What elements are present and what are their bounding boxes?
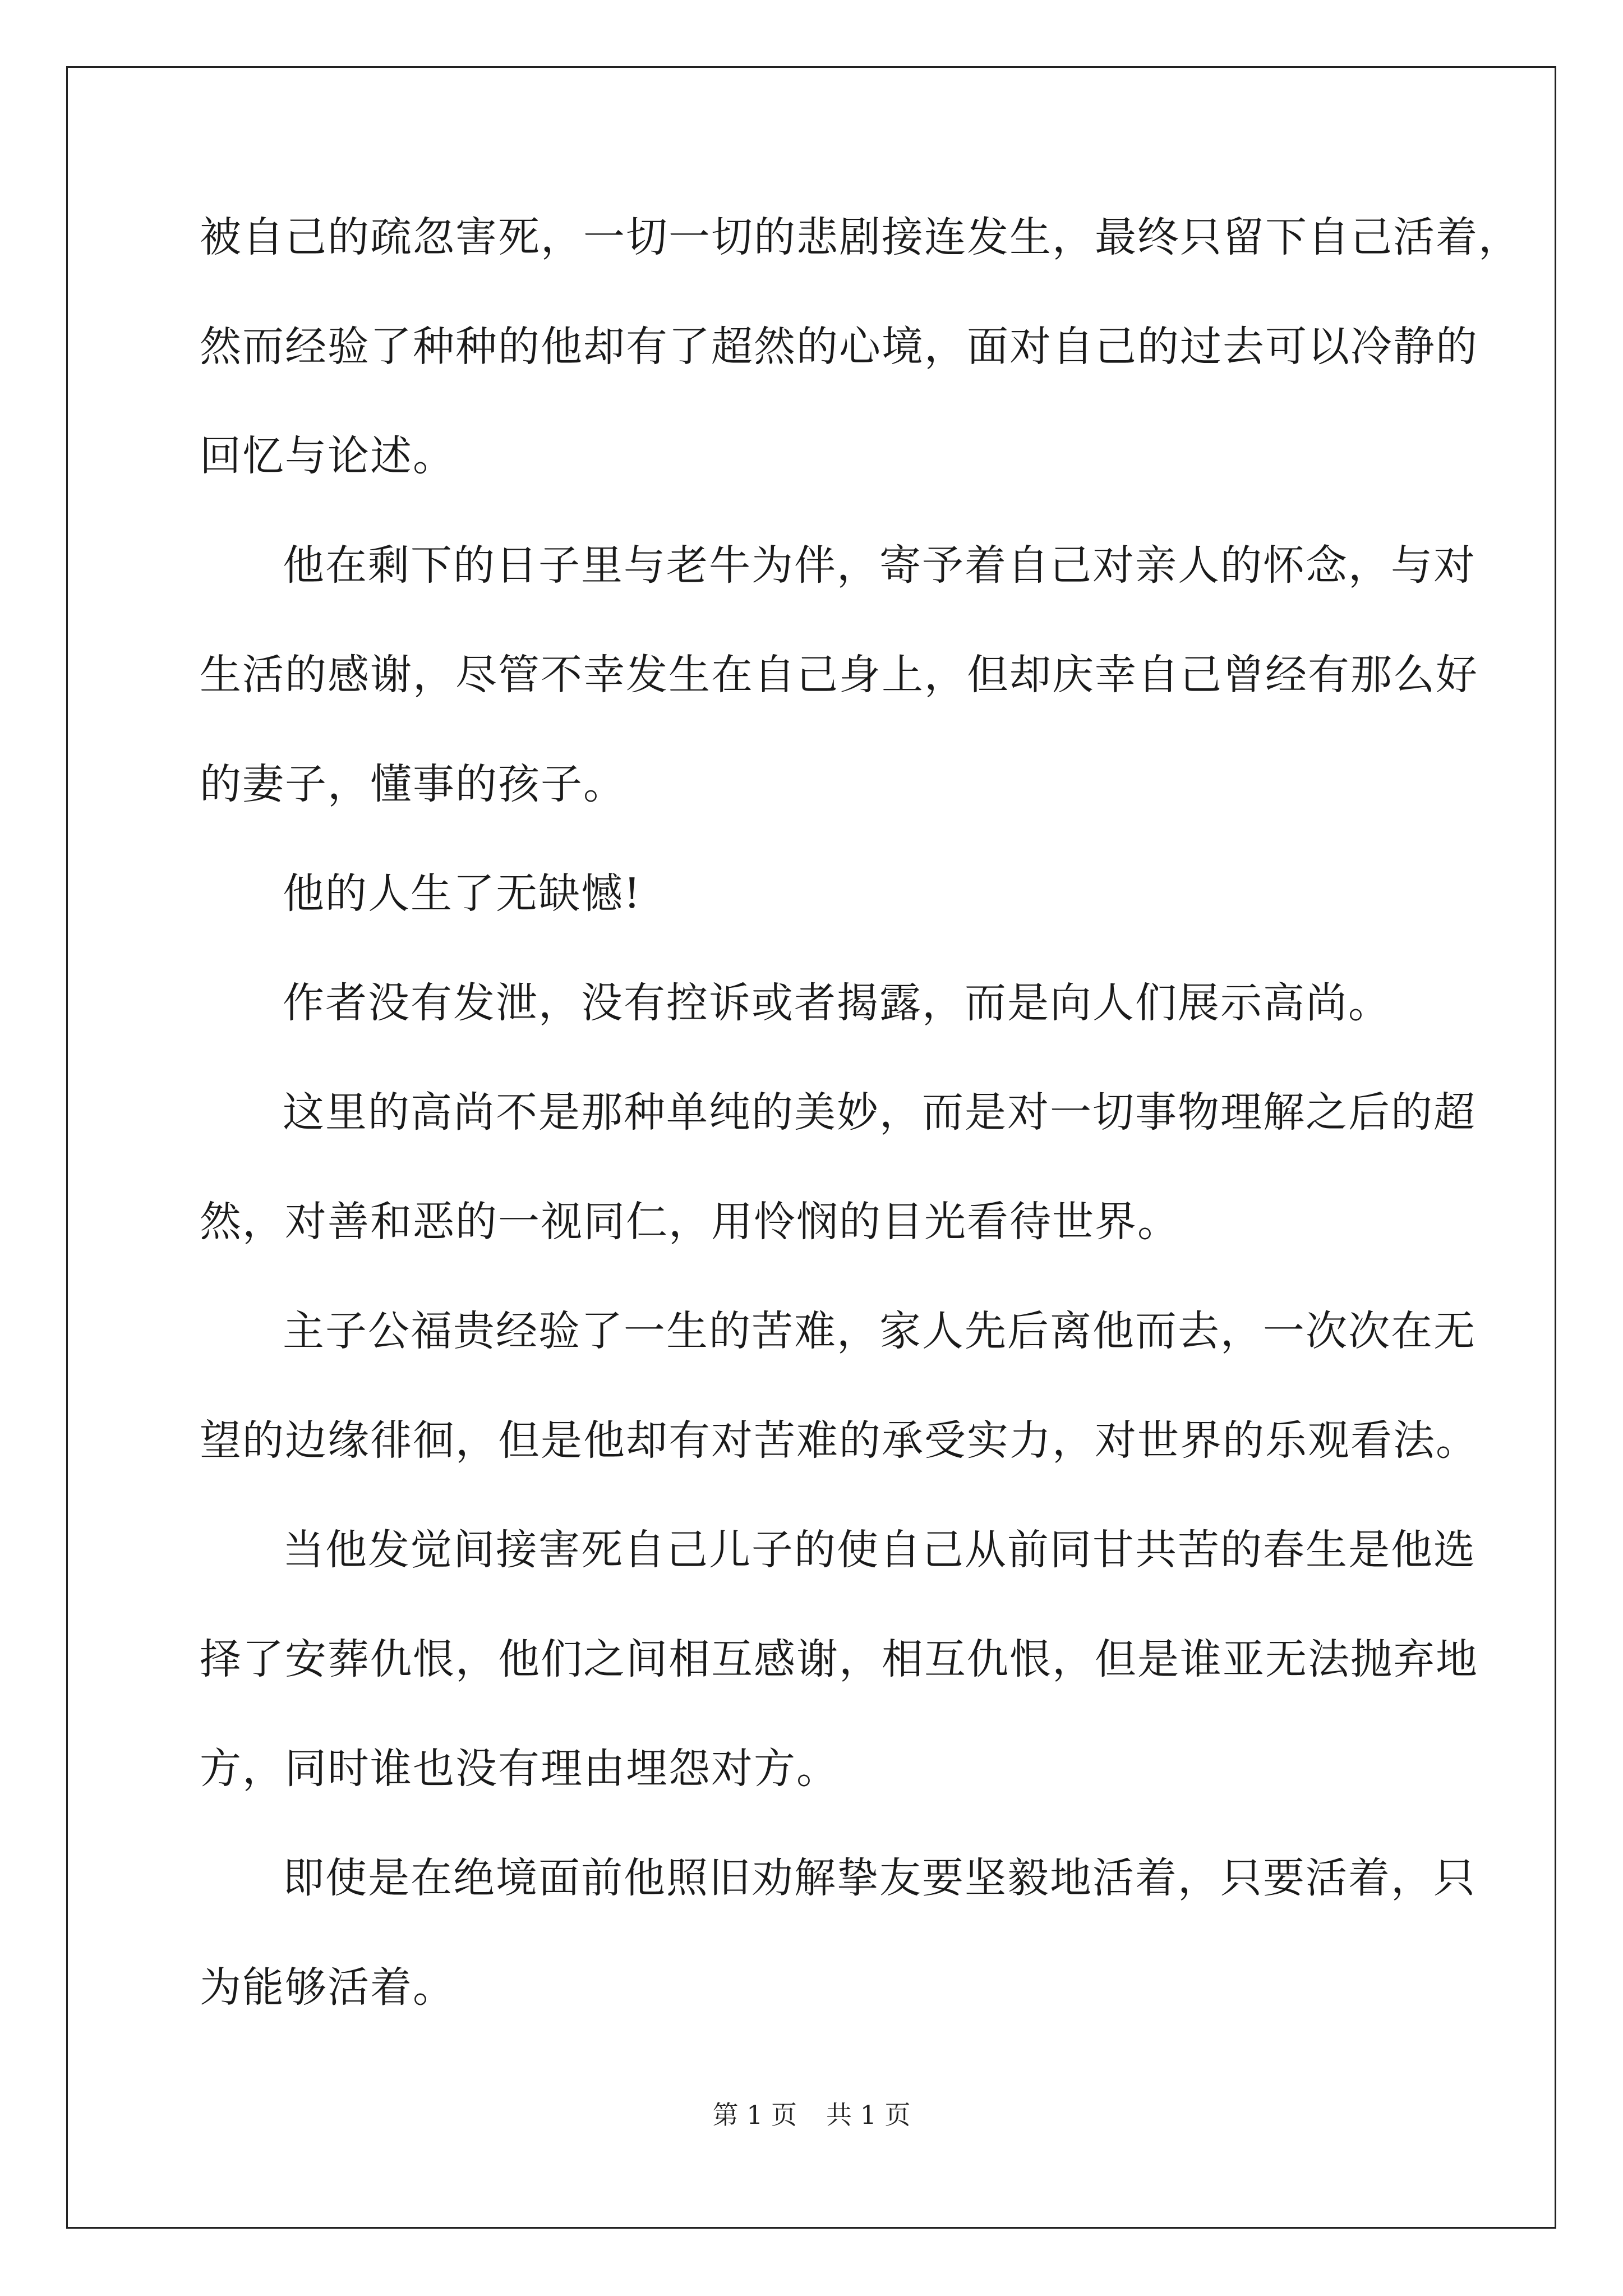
text-line: 为能够活着。 [200, 1963, 455, 2012]
text-line: 然而经验了种种的他却有了超然的心境，面对自己的过去可以冷静的 [200, 323, 1478, 371]
page-footer [0, 2098, 1623, 2132]
text-line: 生活的感谢，尽管不幸发生在自己身上，但却庆幸自己曾经有那么好 [200, 651, 1478, 699]
text-line: 的妻子，懂事的孩子。 [200, 760, 626, 808]
paragraph-start-line: 主子公福贵经验了一生的苦难，家人先后离他而去，一次次在无 [283, 1307, 1476, 1355]
text-line: 择了安葬仇恨，他们之间相互感谢，相互仇恨，但是谁亚无法抛弃地 [200, 1635, 1478, 1683]
paragraph-start-line: 这里的高尚不是那种单纯的美妙，而是对一切事物理解之后的超 [283, 1088, 1476, 1137]
text-line: 回忆与论述。 [200, 432, 455, 480]
text-line: 然，对善和恶的一视同仁，用怜悯的目光看待世界。 [200, 1198, 1180, 1246]
text-line: 方，同时谁也没有理由埋怨对方。 [200, 1745, 839, 1793]
page-total: 共 1 页 [826, 2100, 911, 2130]
text-line: 被自己的疏忽害死，一切一切的悲剧接连发生，最终只留下自己活着， [200, 213, 1521, 261]
paragraph-start-line: 当他发觉间接害死自己儿子的使自己从前同甘共苦的春生是他选 [283, 1526, 1476, 1574]
page-number: 第 1 页 [712, 2100, 797, 2130]
paragraph-start-line: 作者没有发泄，没有控诉或者揭露，而是向人们展示高尚。 [283, 979, 1391, 1027]
paragraph-start-line: 他的人生了无缺憾! [283, 869, 642, 918]
text-line: 望的边缘徘徊，但是他却有对苦难的承受实力，对世界的乐观看法。 [200, 1416, 1478, 1465]
paragraph-start-line: 他在剩下的日子里与老牛为伴，寄予着自己对亲人的怀念，与对 [283, 541, 1476, 590]
paragraph-start-line: 即使是在绝境面前他照旧劝解挚友要坚毅地活着，只要活着，只 [283, 1854, 1476, 1902]
